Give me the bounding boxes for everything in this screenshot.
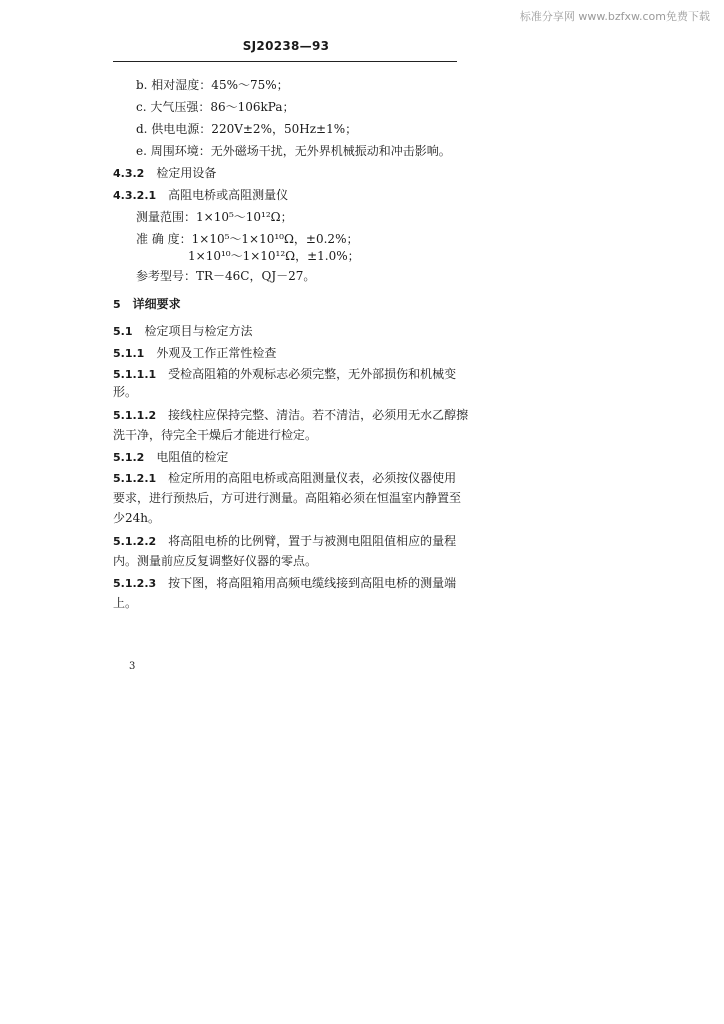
page-number: 3 [129, 661, 136, 672]
section-5-1-2-1-cont1: 要求，进行预热后，方可进行测量。高阻箱必须在恒温室内静置至 [113, 491, 462, 505]
section-5-1-1-2: 5.1.1.2 接线柱应保持完整、清洁。若不清洁，必须用无水乙醇擦 [113, 408, 469, 422]
section-4-3-2-1: 4.3.2.1 高阻电桥或高阻测量仪 [113, 188, 289, 202]
section-5-1-2-2-cont: 内。测量前应反复调整好仪器的零点。 [113, 554, 318, 568]
reference-model: 参考型号：TR－46C，QJ－27。 [136, 269, 316, 283]
section-5-1-1: 5.1.1 外观及工作正常性检查 [113, 346, 277, 360]
document-code: SJ20238—93 [242, 39, 330, 53]
watermark-text: 标准分享网 www.bzfxw.com免费下载 [519, 10, 710, 23]
condition-b: b. 相对湿度：45%～75%； [136, 78, 289, 92]
section-5-1-2-3: 5.1.2.3 按下图，将高阻箱用高频电缆线接到高阻电桥的测量端 [113, 576, 457, 590]
section-5-1-2-1: 5.1.2.1 检定所用的高阻电桥或高阻测量仪表，必须按仪器使用 [113, 471, 457, 485]
condition-e: e. 周围环境：无外磁场干扰，无外界机械振动和冲击影响。 [136, 144, 451, 158]
section-5-1-2-1-cont2: 少24h。 [113, 511, 160, 525]
condition-d: d. 供电电源：220V±2%，50Hz±1%； [136, 122, 358, 136]
section-5-1-2-3-cont: 上。 [113, 596, 138, 610]
measure-range: 测量范围：1×10⁵～10¹²Ω； [136, 210, 293, 224]
section-5-1-1-1-cont: 形。 [113, 385, 138, 399]
section-5-1-1-1: 5.1.1.1 受检高阻箱的外观标志必须完整，无外部损伤和机械变 [113, 367, 457, 381]
section-5-1-2: 5.1.2 电阻值的检定 [113, 450, 229, 464]
accuracy-1: 准 确 度：1×10⁵～1×10¹⁰Ω，±0.2%； [136, 232, 359, 246]
condition-c: c. 大气压强：86～106kPa； [136, 100, 295, 114]
section-5-1: 5.1 检定项目与检定方法 [113, 324, 253, 338]
accuracy-2: 1×10¹⁰～1×10¹²Ω，±1.0%； [188, 249, 360, 263]
section-5-1-2-2: 5.1.2.2 将高阻电桥的比例臂，置于与被测电阻阻值相应的量程 [113, 534, 457, 548]
section-4-3-2: 4.3.2 检定用设备 [113, 166, 217, 180]
header-rule [113, 61, 457, 62]
section-5: 5 详细要求 [113, 297, 181, 311]
section-5-1-1-2-cont: 洗干净，待完全干燥后才能进行检定。 [113, 428, 318, 442]
